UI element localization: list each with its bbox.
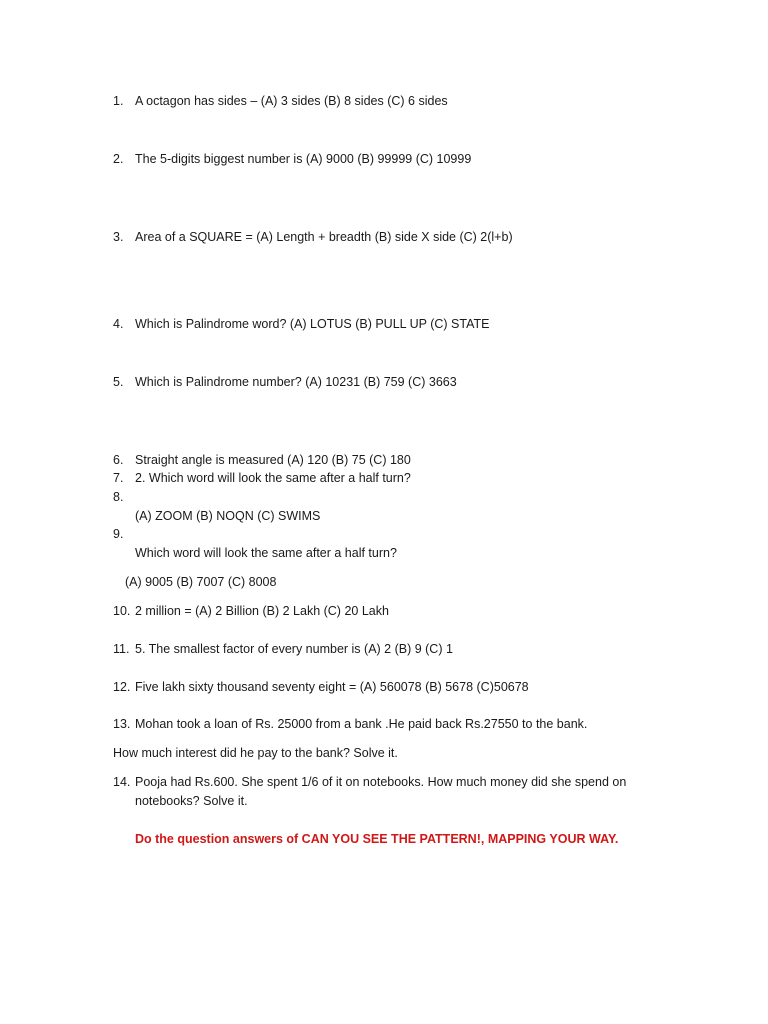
question-9-options: (A) 9005 (B) 7007 (C) 8008 (125, 575, 277, 589)
question-11-text: 5. The smallest factor of every number is (A) 2 (B) 9 (C) 1 (135, 642, 453, 656)
question-1-number: 1. (113, 94, 124, 108)
question-3-number: 3. (113, 230, 124, 244)
question-14-number: 14. (113, 775, 131, 789)
question-6-number: 6. (113, 453, 124, 467)
question-13-number: 13. (113, 717, 131, 731)
question-13-continuation: How much interest did he pay to the bank? Solve it. (113, 746, 398, 760)
homework-instruction: Do the question answers of CAN YOU SEE THE PATTERN!, MAPPING YOUR WAY. (135, 832, 619, 846)
question-7-number: 7. (113, 471, 124, 485)
question-13-text: Mohan took a loan of Rs. 25000 from a bank .He paid back Rs.27550 to the bank. (135, 717, 588, 731)
question-4-number: 4. (113, 317, 124, 331)
question-7-text: 2. Which word will look the same after a half turn? (135, 471, 411, 485)
question-1-text: A octagon has sides – (A) 3 sides (B) 8 sides (C) 6 sides (135, 94, 448, 108)
question-3-text: Area of a SQUARE = (A) Length + breadth (B) side X side (C) 2(l+b) (135, 230, 513, 244)
question-2-text: The 5-digits biggest number is (A) 9000 (B) 99999 (C) 10999 (135, 152, 472, 166)
question-9-number: 9. (113, 527, 124, 541)
question-4-text: Which is Palindrome word? (A) LOTUS (B) PULL UP (C) STATE (135, 317, 490, 331)
question-5-number: 5. (113, 375, 124, 389)
question-8-number: 8. (113, 490, 124, 504)
question-10-text: 2 million = (A) 2 Billion (B) 2 Lakh (C) 20 Lakh (135, 604, 389, 618)
question-11-number: 11. (113, 642, 130, 656)
question-5-text: Which is Palindrome number? (A) 10231 (B) 759 (C) 3663 (135, 375, 457, 389)
question-8-options: (A) ZOOM (B) NOQN (C) SWIMS (135, 509, 321, 523)
question-12-text: Five lakh sixty thousand seventy eight = (A) 560078 (B) 5678 (C)50678 (135, 680, 529, 694)
question-10-number: 10. (113, 604, 131, 618)
question-2-number: 2. (113, 152, 124, 166)
question-6-text: Straight angle is measured (A) 120 (B) 75 (C) 180 (135, 453, 411, 467)
question-12-number: 12. (113, 680, 131, 694)
question-14-text: Pooja had Rs.600. She spent 1/6 of it on notebooks. How much money did she spend on notebooks? Solve it. (135, 775, 627, 808)
question-9-prompt: Which word will look the same after a half turn? (135, 546, 397, 560)
